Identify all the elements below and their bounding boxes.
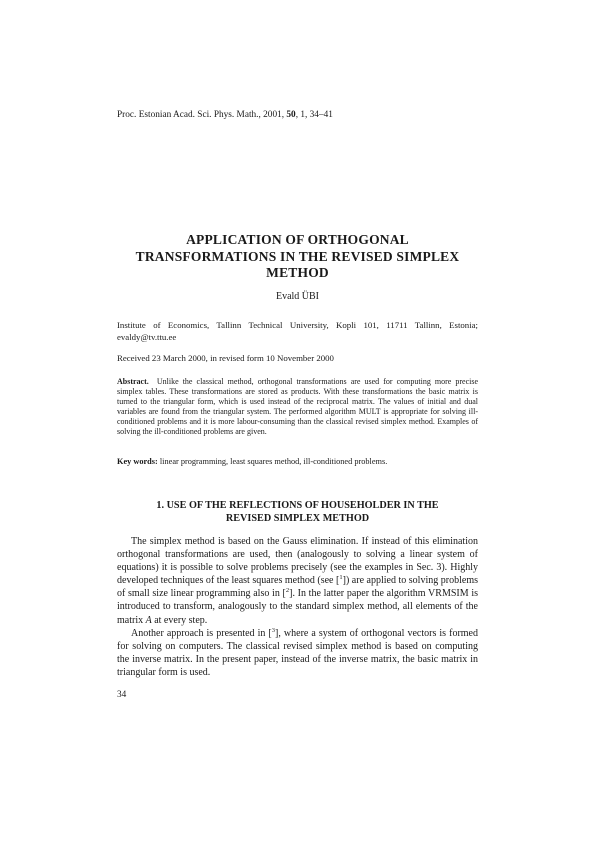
received-date: Received 23 March 2000, in revised form 10 November 2000 [117,353,334,363]
section-heading-line-2: REVISED SIMPLEX METHOD [225,512,370,524]
body-paragraph-2 [117,627,478,679]
section-heading [117,500,478,525]
keywords [117,457,387,466]
section-heading-line-1: 1. USE OF THE REFLECTIONS OF HOUSEHOLDER IN THE [156,500,439,511]
abstract-text: Unlike the classical method, orthogonal transformations are used for computing more precise simplex tables. These transformations are stored as products. With these transformations the basic matrix is turned to the triangular form, which is used instead of the reciprocal matrix. The values of initial and dual variables are found from the triangular system. The performed algorithm MULT is appropriate for solving ill-conditioned problems and it is more labour-consuming than the classical revised simplex method. Examples of solving the ill-conditioned problems are given. [117,377,479,436]
abstract [117,377,478,436]
author-name: Evald ÜBI [275,291,320,302]
para1-text-c: ]. In the latter paper the algorithm VRMSIM is introduced to transform, analogously to the standard simplex method, all elements of the matrix [117,588,478,626]
keywords-label: Key words: [117,457,158,466]
para2-text-a: Another approach is presented in [ [131,628,272,639]
title-line-3: METHOD [266,265,329,280]
paper-title [117,232,478,282]
para2-text-b: ], where a system of orthogonal vectors is formed for solving on computers. The classical revised simplex method is based on computing the inverse matrix. In the present paper, instead of the inverse matrix, the basic matrix in triangular form is used. [117,628,478,679]
citation-ref[interactable]: 2 [285,587,290,595]
citation-ref[interactable]: 3 [271,627,276,634]
title-line-1: APPLICATION OF ORTHOGONAL [186,232,409,247]
body-paragraph-1 [117,535,478,627]
journal-issue-pages: , 1, 34–41 [295,110,333,120]
affiliation: Institute of Economics, Tallinn Technical University, Kopli 101, 11711 Tallinn, Estonia; evaldy@tv.ttu.ee [117,320,478,342]
math-variable: A [145,614,152,626]
keywords-text: linear programming, least squares method, ill-conditioned problems. [159,457,388,466]
journal-volume: 50 [286,110,296,120]
journal-name: Proc. Estonian Acad. Sci. Phys. Math., 2001, [117,110,287,120]
page-number: 34 [117,690,127,700]
title-line-2: TRANSFORMATIONS IN THE REVISED SIMPLEX [135,248,460,264]
journal-citation [117,110,333,120]
para1-text-a: The simplex method is based on the Gauss elimination. If instead of this elimination orthogonal transformations are used, then (analogously to solving a linear system of equations) it is possible to solve problems precisely (see the examples in Sec. 3). Highly developed techniques of the least squares method (see [ [117,536,478,587]
para1-text-b: ]) are applied to solving problems of small size linear programming also in [ [117,575,478,600]
para1-text-d: at every step. [151,614,208,626]
abstract-label: Abstract. [117,377,149,386]
citation-ref[interactable]: 1 [339,574,343,582]
